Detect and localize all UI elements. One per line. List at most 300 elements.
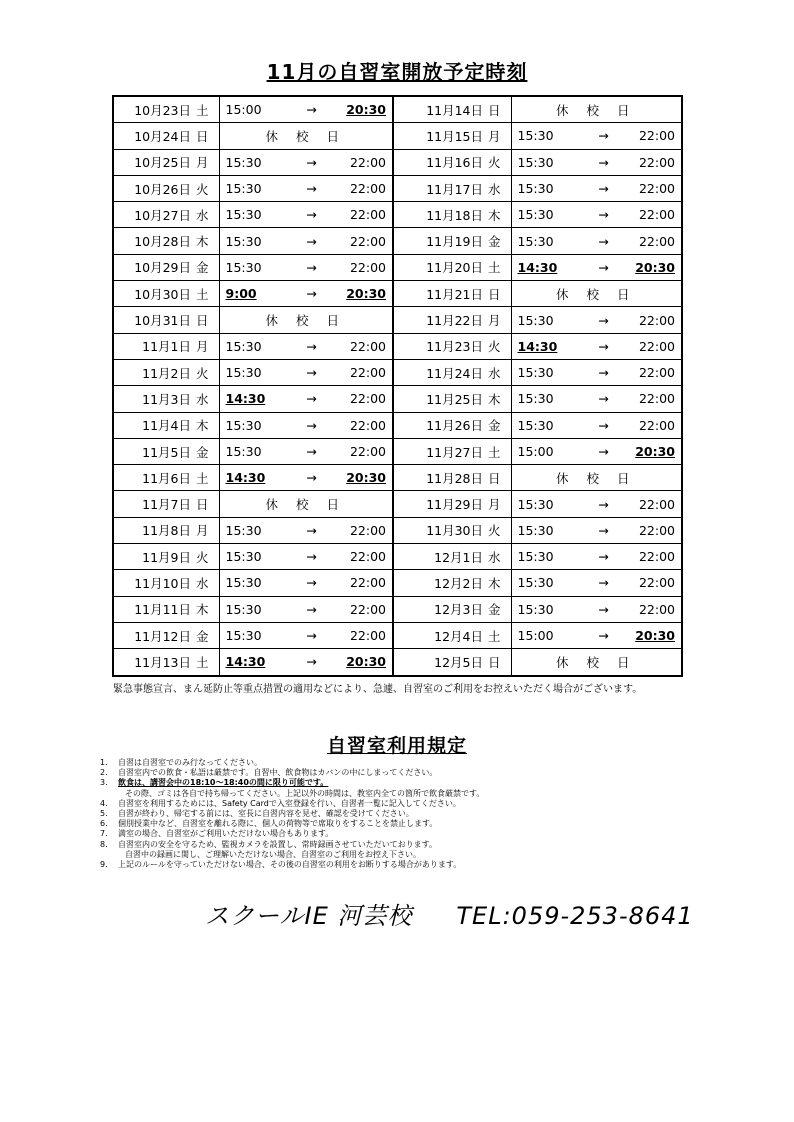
closed-day-cell: 休 校 日 — [511, 465, 682, 491]
closed-day-cell: 休 校 日 — [511, 96, 682, 123]
close-time: 22:00 — [638, 522, 675, 538]
weekday-cell: 金 — [195, 254, 219, 280]
weekday-cell: 木 — [195, 228, 219, 254]
close-time: 20:30 — [635, 259, 675, 275]
schedule-row — [113, 465, 682, 491]
rule-number: 1. — [100, 758, 108, 767]
weekday-cell: 土 — [195, 465, 219, 491]
open-time: 15:00 — [517, 628, 554, 644]
weekday-cell: 土 — [195, 649, 219, 676]
open-time: 15:30 — [517, 575, 554, 591]
close-time: 22:00 — [638, 575, 675, 591]
close-time: 22:00 — [349, 444, 386, 459]
weekday-cell: 日 — [195, 123, 219, 149]
date-cell: 12月3日 — [393, 596, 487, 622]
arrow-icon: → — [598, 259, 609, 275]
time-cell — [219, 544, 393, 570]
time-cell — [219, 175, 393, 201]
closed-day-cell: 休 校 日 — [511, 281, 682, 307]
close-time: 22:00 — [349, 233, 386, 249]
schedule-row — [113, 307, 682, 333]
arrow-icon: → — [598, 575, 609, 591]
close-time: 22:00 — [349, 549, 386, 565]
close-time: 22:00 — [638, 417, 675, 433]
closed-day-cell: 休 校 日 — [219, 491, 393, 517]
time-cell — [511, 333, 682, 359]
close-time: 22:00 — [638, 601, 675, 617]
date-cell: 10月26日 — [113, 175, 195, 201]
schedule-row — [113, 622, 682, 648]
time-cell — [219, 149, 393, 175]
schedule-row — [113, 649, 682, 676]
time-cell — [219, 649, 393, 676]
open-time: 15:30 — [517, 233, 554, 249]
time-cell — [219, 333, 393, 359]
schedule-row — [113, 412, 682, 438]
close-time: 22:00 — [638, 233, 675, 249]
close-time: 22:00 — [349, 628, 386, 644]
date-cell: 11月21日 — [393, 281, 487, 307]
rules-list — [100, 758, 700, 870]
date-cell: 11月16日 — [393, 149, 487, 175]
close-time: 22:00 — [349, 391, 386, 407]
close-time: 20:30 — [346, 470, 386, 486]
weekday-cell: 月 — [195, 149, 219, 175]
arrow-icon: → — [598, 417, 609, 433]
weekday-cell: 木 — [195, 412, 219, 438]
weekday-cell: 火 — [487, 517, 511, 543]
date-cell: 10月25日 — [113, 149, 195, 175]
weekday-cell: 金 — [195, 622, 219, 648]
open-time: 15:30 — [517, 128, 554, 144]
date-cell: 11月8日 — [113, 517, 195, 543]
rule-item — [100, 840, 700, 850]
weekday-cell: 火 — [487, 333, 511, 359]
rule-text: 自習室内での飲食・私語は厳禁です。自習中、飲食物はカバンの中にしまってください。 — [118, 768, 438, 778]
rule-text: 自習室を利用するためには、Safety Cardで入室登録を行い、自習者一覧に記入してください。 — [118, 798, 461, 808]
date-cell: 11月1日 — [113, 333, 195, 359]
weekday-cell: 月 — [195, 517, 219, 543]
arrow-icon: → — [598, 233, 609, 249]
date-cell: 11月22日 — [393, 307, 487, 333]
weekday-cell: 金 — [487, 596, 511, 622]
date-cell: 11月20日 — [393, 254, 487, 280]
close-time: 22:00 — [638, 365, 675, 381]
arrow-icon: → — [598, 207, 609, 223]
arrow-icon: → — [306, 470, 317, 486]
weekday-cell: 月 — [195, 333, 219, 359]
date-cell: 11月24日 — [393, 359, 487, 385]
time-cell — [511, 491, 682, 517]
schedule-table — [112, 95, 683, 677]
time-cell — [219, 254, 393, 280]
arrow-icon: → — [598, 365, 609, 381]
arrow-icon: → — [306, 444, 317, 459]
date-cell: 11月12日 — [113, 622, 195, 648]
rule-number: 9. — [100, 860, 108, 870]
schedule-row — [113, 123, 682, 149]
arrow-icon: → — [306, 575, 317, 591]
schedule-row — [113, 96, 682, 123]
weekday-cell: 日 — [487, 465, 511, 491]
time-cell — [511, 438, 682, 464]
date-cell: 10月28日 — [113, 228, 195, 254]
arrow-icon: → — [306, 338, 317, 354]
rule-item — [100, 789, 700, 799]
time-cell — [511, 517, 682, 543]
date-cell: 11月3日 — [113, 386, 195, 412]
arrow-icon: → — [306, 181, 317, 197]
close-time: 22:00 — [349, 338, 386, 354]
close-time: 22:00 — [349, 259, 386, 275]
schedule-row — [113, 254, 682, 280]
rule-item — [100, 819, 700, 829]
arrow-icon: → — [306, 654, 317, 670]
date-cell: 11月10日 — [113, 570, 195, 596]
open-time: 15:30 — [517, 522, 554, 538]
schedule-row — [113, 202, 682, 228]
weekday-cell: 日 — [487, 649, 511, 676]
close-time: 22:00 — [638, 549, 675, 565]
date-cell: 11月28日 — [393, 465, 487, 491]
arrow-icon: → — [306, 102, 317, 118]
open-time: 15:30 — [517, 549, 554, 565]
open-time: 14:30 — [517, 259, 558, 275]
weekday-cell: 火 — [195, 359, 219, 385]
school-name: スクールIE 河芸校 — [205, 902, 413, 930]
open-time: 15:30 — [517, 365, 554, 381]
open-time: 15:30 — [225, 444, 262, 459]
time-cell — [219, 412, 393, 438]
weekday-cell: 木 — [487, 202, 511, 228]
schedule-row — [113, 517, 682, 543]
open-time: 9:00 — [225, 286, 257, 302]
arrow-icon: → — [598, 391, 609, 407]
open-time: 14:30 — [225, 470, 266, 486]
notice-text: 緊急事態宣言、まん延防止等重点措置の適用などにより、急遽、自習室のご利用をお控えいただく場合がございます。 — [113, 684, 643, 695]
time-cell — [511, 359, 682, 385]
rule-text: 個別授業中など、自習室を離れる際に、個人の荷物等で席取りをすることを禁止します。 — [118, 819, 438, 829]
date-cell: 10月24日 — [113, 123, 195, 149]
date-cell: 11月13日 — [113, 649, 195, 676]
close-time: 22:00 — [349, 207, 386, 223]
rule-item — [100, 860, 700, 870]
open-time: 15:30 — [517, 181, 554, 197]
phone-number: TEL:059-253-8641 — [456, 902, 694, 930]
date-cell: 10月29日 — [113, 254, 195, 280]
rule-text: その際、ゴミは各自で持ち帰ってください。上記以外の時間は、教室内全ての箇所で飲食厳禁です。 — [125, 788, 485, 798]
weekday-cell: 水 — [195, 386, 219, 412]
schedule-row — [113, 175, 682, 201]
date-cell: 11月2日 — [113, 359, 195, 385]
date-cell: 10月27日 — [113, 202, 195, 228]
rule-number: 3. — [100, 778, 108, 788]
date-cell: 11月27日 — [393, 438, 487, 464]
date-cell: 11月17日 — [393, 175, 487, 201]
rule-number: 7. — [100, 829, 108, 839]
close-time: 20:30 — [635, 628, 675, 644]
schedule-row — [113, 333, 682, 359]
schedule-row — [113, 596, 682, 622]
close-time: 20:30 — [346, 654, 386, 670]
open-time: 15:30 — [225, 259, 262, 275]
rule-text: 上記のルールを守っていただけない場合、その後の自習室の利用をお断りする場合があります。 — [118, 860, 462, 870]
schedule-row — [113, 386, 682, 412]
open-time: 15:30 — [517, 496, 554, 512]
rule-text: 自習室内の安全を守るため、監視カメラを設置し、常時録画させていただいております。 — [118, 839, 438, 849]
arrow-icon: → — [306, 286, 317, 302]
closed-day-cell: 休 校 日 — [219, 307, 393, 333]
rule-text: 満室の場合、自習室がご利用いただけない場合もあります。 — [118, 829, 334, 839]
time-cell — [219, 465, 393, 491]
open-time: 15:30 — [225, 338, 262, 354]
time-cell — [219, 386, 393, 412]
rule-text: 飲食は、講習会中の18:10～18:40の間に限り可能です。 — [118, 778, 329, 788]
weekday-cell: 水 — [195, 202, 219, 228]
close-time: 22:00 — [349, 154, 386, 170]
date-cell: 10月23日 — [113, 96, 195, 123]
time-cell — [511, 254, 682, 280]
time-cell — [219, 96, 393, 123]
weekday-cell: 日 — [195, 491, 219, 517]
date-cell: 11月5日 — [113, 438, 195, 464]
rule-text: 自習が終わり、帰宅する前には、室長に自習内容を見せ、確認を受けてください。 — [118, 809, 414, 819]
open-time: 15:00 — [225, 102, 262, 118]
rule-item — [100, 850, 700, 860]
close-time: 22:00 — [638, 207, 675, 223]
footer — [205, 896, 705, 931]
close-time: 20:30 — [346, 102, 386, 118]
time-cell — [219, 228, 393, 254]
open-time: 15:30 — [225, 207, 262, 223]
weekday-cell: 火 — [195, 175, 219, 201]
schedule-row — [113, 281, 682, 307]
close-time: 20:30 — [635, 444, 675, 459]
weekday-cell: 水 — [487, 175, 511, 201]
arrow-icon: → — [598, 549, 609, 565]
time-cell — [511, 175, 682, 201]
close-time: 22:00 — [638, 338, 675, 354]
open-time: 15:30 — [517, 207, 554, 223]
open-time: 15:30 — [517, 312, 554, 328]
schedule-row — [113, 544, 682, 570]
weekday-cell: 土 — [195, 281, 219, 307]
open-time: 15:30 — [225, 154, 262, 170]
rule-item — [100, 778, 700, 788]
open-time: 15:30 — [225, 522, 262, 538]
time-cell — [219, 359, 393, 385]
rule-number: 2. — [100, 768, 108, 778]
open-time: 15:30 — [225, 575, 262, 591]
weekday-cell: 火 — [195, 544, 219, 570]
date-cell: 11月11日 — [113, 596, 195, 622]
time-cell — [511, 149, 682, 175]
weekday-cell: 月 — [487, 491, 511, 517]
open-time: 15:30 — [517, 391, 554, 407]
rule-item — [100, 829, 700, 839]
date-cell: 10月31日 — [113, 307, 195, 333]
open-time: 15:30 — [225, 601, 262, 617]
arrow-icon: → — [598, 128, 609, 144]
open-time: 14:30 — [225, 654, 266, 670]
date-cell: 11月30日 — [393, 517, 487, 543]
time-cell — [511, 386, 682, 412]
weekday-cell: 土 — [487, 254, 511, 280]
schedule-row — [113, 491, 682, 517]
closed-day-cell: 休 校 日 — [511, 649, 682, 676]
open-time: 15:30 — [225, 365, 262, 381]
rule-text: 自習は自習室でのみ行なってください。 — [118, 758, 262, 767]
arrow-icon: → — [598, 312, 609, 328]
date-cell: 12月4日 — [393, 622, 487, 648]
close-time: 22:00 — [349, 522, 386, 538]
weekday-cell: 金 — [487, 412, 511, 438]
close-time: 20:30 — [346, 286, 386, 302]
time-cell — [511, 596, 682, 622]
close-time: 22:00 — [638, 312, 675, 328]
weekday-cell: 木 — [487, 386, 511, 412]
time-cell — [219, 622, 393, 648]
date-cell: 11月26日 — [393, 412, 487, 438]
arrow-icon: → — [598, 601, 609, 617]
weekday-cell: 日 — [487, 96, 511, 123]
close-time: 22:00 — [638, 154, 675, 170]
date-cell: 11月6日 — [113, 465, 195, 491]
open-time: 15:30 — [517, 417, 554, 433]
rule-item — [100, 758, 700, 768]
rule-number: 4. — [100, 798, 108, 808]
date-cell: 12月1日 — [393, 544, 487, 570]
rule-text: 自習中の録画に関し、ご理解いただけない場合、自習室のご利用をお控え下さい。 — [125, 849, 421, 859]
arrow-icon: → — [598, 628, 609, 644]
close-time: 22:00 — [349, 417, 386, 433]
arrow-icon: → — [306, 522, 317, 538]
time-cell — [219, 517, 393, 543]
time-cell — [511, 202, 682, 228]
close-time: 22:00 — [638, 128, 675, 144]
weekday-cell: 火 — [487, 149, 511, 175]
schedule-row — [113, 438, 682, 464]
time-cell — [219, 570, 393, 596]
time-cell — [511, 123, 682, 149]
arrow-icon: → — [306, 259, 317, 275]
open-time: 15:30 — [225, 233, 262, 249]
open-time: 15:30 — [225, 549, 262, 565]
time-cell — [511, 544, 682, 570]
arrow-icon: → — [306, 207, 317, 223]
weekday-cell: 月 — [487, 123, 511, 149]
open-time: 14:30 — [517, 338, 558, 354]
arrow-icon: → — [306, 549, 317, 565]
rule-item — [100, 799, 700, 809]
date-cell: 11月25日 — [393, 386, 487, 412]
time-cell — [219, 596, 393, 622]
weekday-cell: 水 — [487, 544, 511, 570]
weekday-cell: 日 — [195, 307, 219, 333]
weekday-cell: 木 — [487, 570, 511, 596]
open-time: 15:30 — [225, 628, 262, 644]
open-time: 15:30 — [225, 417, 262, 433]
rule-item — [100, 809, 700, 819]
arrow-icon: → — [598, 154, 609, 170]
time-cell — [511, 622, 682, 648]
schedule-row — [113, 359, 682, 385]
arrow-icon: → — [306, 417, 317, 433]
weekday-cell: 土 — [195, 96, 219, 123]
weekday-cell: 土 — [487, 622, 511, 648]
date-cell: 11月23日 — [393, 333, 487, 359]
time-cell — [511, 307, 682, 333]
schedule-row — [113, 149, 682, 175]
weekday-cell: 日 — [487, 281, 511, 307]
date-cell: 11月18日 — [393, 202, 487, 228]
arrow-icon: → — [306, 601, 317, 617]
weekday-cell: 木 — [195, 596, 219, 622]
closed-day-cell: 休 校 日 — [219, 123, 393, 149]
arrow-icon: → — [598, 444, 609, 459]
date-cell: 11月14日 — [393, 96, 487, 123]
weekday-cell: 金 — [487, 228, 511, 254]
weekday-cell: 土 — [487, 438, 511, 464]
time-cell — [219, 281, 393, 307]
time-cell — [219, 202, 393, 228]
arrow-icon: → — [306, 154, 317, 170]
open-time: 14:30 — [225, 391, 266, 407]
open-time: 15:30 — [517, 601, 554, 617]
close-time: 22:00 — [638, 496, 675, 512]
close-time: 22:00 — [638, 391, 675, 407]
rule-item — [100, 768, 700, 778]
close-time: 22:00 — [638, 181, 675, 197]
rule-number: 6. — [100, 819, 108, 829]
arrow-icon: → — [598, 338, 609, 354]
rules-title: 自習室利用規定 — [326, 735, 467, 757]
weekday-cell: 金 — [195, 438, 219, 464]
arrow-icon: → — [306, 365, 317, 381]
arrow-icon: → — [598, 522, 609, 538]
weekday-cell: 月 — [487, 307, 511, 333]
time-cell — [511, 412, 682, 438]
open-time: 15:00 — [517, 444, 554, 459]
date-cell: 11月19日 — [393, 228, 487, 254]
arrow-icon: → — [306, 233, 317, 249]
arrow-icon: → — [306, 391, 317, 407]
time-cell — [511, 570, 682, 596]
open-time: 15:30 — [517, 154, 554, 170]
date-cell: 11月7日 — [113, 491, 195, 517]
arrow-icon: → — [598, 181, 609, 197]
arrow-icon: → — [306, 628, 317, 644]
rule-number: 8. — [100, 839, 108, 849]
weekday-cell: 水 — [195, 570, 219, 596]
arrow-icon: → — [598, 496, 609, 512]
date-cell: 10月30日 — [113, 281, 195, 307]
close-time: 22:00 — [349, 181, 386, 197]
date-cell: 12月5日 — [393, 649, 487, 676]
date-cell: 12月2日 — [393, 570, 487, 596]
close-time: 22:00 — [349, 575, 386, 591]
date-cell: 11月4日 — [113, 412, 195, 438]
weekday-cell: 水 — [487, 359, 511, 385]
schedule-row — [113, 570, 682, 596]
time-cell — [219, 438, 393, 464]
date-cell: 11月29日 — [393, 491, 487, 517]
schedule-row — [113, 228, 682, 254]
open-time: 15:30 — [225, 181, 262, 197]
time-cell — [511, 228, 682, 254]
page-title: 11月の自習室開放予定時刻 — [266, 60, 528, 84]
date-cell: 11月9日 — [113, 544, 195, 570]
